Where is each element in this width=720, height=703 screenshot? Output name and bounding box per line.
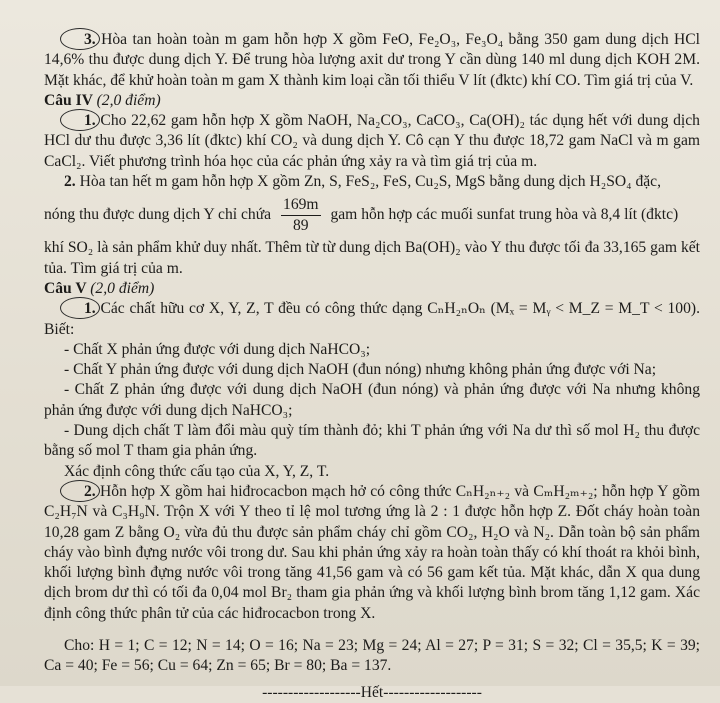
question-iv-2: 2. Hòa tan hết m gam hỗn hợp X gồm Zn, S, FeS₂, FeS, Cu₂S, MgS bằng dung dịch H₂SO₄ đặc, nóng thu được dung dịch Y chỉ chứa $\frac{169m}{89}$ gam hỗn hợp các muối sunfat trung hòa và 8,4 lít (đktc) khí SO₂ là sản phẩm khử duy nhất. Thêm từ từ dung dịch Ba(OH)₂ vào Y thu được tối đa 33,165 gam kết tủa. Tìm giá trị của m. [44,172,700,279]
fraction: $\frac{169m}{89}$ [283,196,319,235]
question-text: Hòa tan hết m gam hỗn hợp X gồm Zn, S, FeS₂, FeS, Cu₂S, MgS bằng dung dịch H₂SO₄ đặc, [79,173,662,191]
question-text: Hỗn hợp X gồm hai hiđrocacbon mạch hở có công thức CₙH₂ₙ₊₂ và CₘH₂ₘ₊₂; hỗn hợp Y gồm C₂H₇N và C₃H₉N. Trộn X với Y theo tỉ lệ mol tương ứng là 2 : 1 được hỗn hợp Z. Đốt cháy hoàn toàn 10,28 gam Z bằng O₂ vừa đủ thu được sản phẩm cháy chỉ gồm CO₂, H₂O và N₂. Dẫn toàn bộ sản phẩm cháy vào bình đựng nước vôi trong dư. Sau khi phản ứng xảy ra hoàn toàn thấy có khí thoát ra khỏi bình, khối lượng bình đựng nước vôi trong tăng 41,56 gam và có 56 gam kết tủa. Mặt khác, dẫn X qua dung dịch brom dư thì có tối đa 0,04 mol Br₂ tham gia phản ứng và khối lượng bình brom tăng 1,12 gam. Xác định công thức phân tử của các hiđrocacbon trong X. [44,482,700,622]
question-iv-1 [44,111,700,172]
atomic-masses: Cho: H = 1; C = 12; N = 14; O = 16; Na = 23; Mg = 24; Al = 27; P = 31; S = 32; Cl = 35,5; K = 39; Ca = 40; Fe = 56; Cu = 64; Zn = 65; Br = 80; Ba = 137. [44,637,700,675]
condition-item: - Chất Y phản ứng được với dung dịch NaOH (đun nóng) nhưng không phản ứng được với Na; [64,361,657,379]
question-number: 1. [64,111,96,131]
question-number: 2. [64,482,96,502]
condition-item: - Dung dịch chất T làm đổi màu quỳ tím thành đỏ; khi T phản ứng với Na dư thì số mol H₂ thu được bằng số mol T tham gia phản ứng. [44,422,700,460]
question-number: 1. [64,299,96,319]
end-marker: -------------------Hết------------------- [262,683,482,701]
question-number: 2. [64,173,76,191]
section-heading-v: Câu V (2,0 điểm) [44,279,155,297]
condition-item: - Chất Z phản ứng được với dung dịch NaOH (đun nóng) và phản ứng được với Na nhưng không phản ứng được với dung dịch NaHCO₃; [44,381,700,419]
question-text: Các chất hữu cơ X, Y, Z, T đều có công thức dạng CₙH₂ₙOₙ (Mₓ = Mᵧ < M_Z = M_T < 100). Biết: [44,300,700,338]
question-text: Cho 22,62 gam hỗn hợp X gồm NaOH, Na₂CO₃, CaCO₃, Ca(OH)₂ tác dụng hết với dung dịch HCl dư thu được 3,36 lít (đktc) khí CO₂ và dung dịch Y. Cô cạn Y thu được 18,72 gam NaCl và m gam CaCl₂. Viết phương trình hóa học của các phản ứng xảy ra và tìm giá trị của m. [44,112,700,170]
question-text: Hòa tan hoàn toàn m gam hỗn hợp X gồm FeO, Fe₂O₃, Fe₃O₄ bằng 350 gam dung dịch HCl 14,6% thu được dung dịch Y. Để trung hòa lượng axit dư trong Y cần dùng 140 ml dung dịch KOH 2M. Mặt khác, để khử hoàn toàn m gam X thành kim loại cần tối thiểu V lít (đktc) khí CO. Tìm giá trị của V. [44,31,700,89]
question-v-1 [44,299,700,482]
question-3 [44,30,700,91]
question-v-2 [44,482,700,624]
condition-item: - Chất X phản ứng được với dung dịch NaHCO₃; [64,340,371,358]
question-ask: Xác định công thức cấu tạo của X, Y, Z, T. [64,462,330,480]
question-number: 3. [64,30,96,50]
section-heading-iv: Câu IV (2,0 điểm) [44,91,161,109]
question-text-cont: khí SO₂ là sản phẩm khử duy nhất. Thêm từ từ dung dịch Ba(OH)₂ vào Y thu được tối đa 33,165 gam kết tủa. Tìm giá trị của m. [44,239,700,277]
